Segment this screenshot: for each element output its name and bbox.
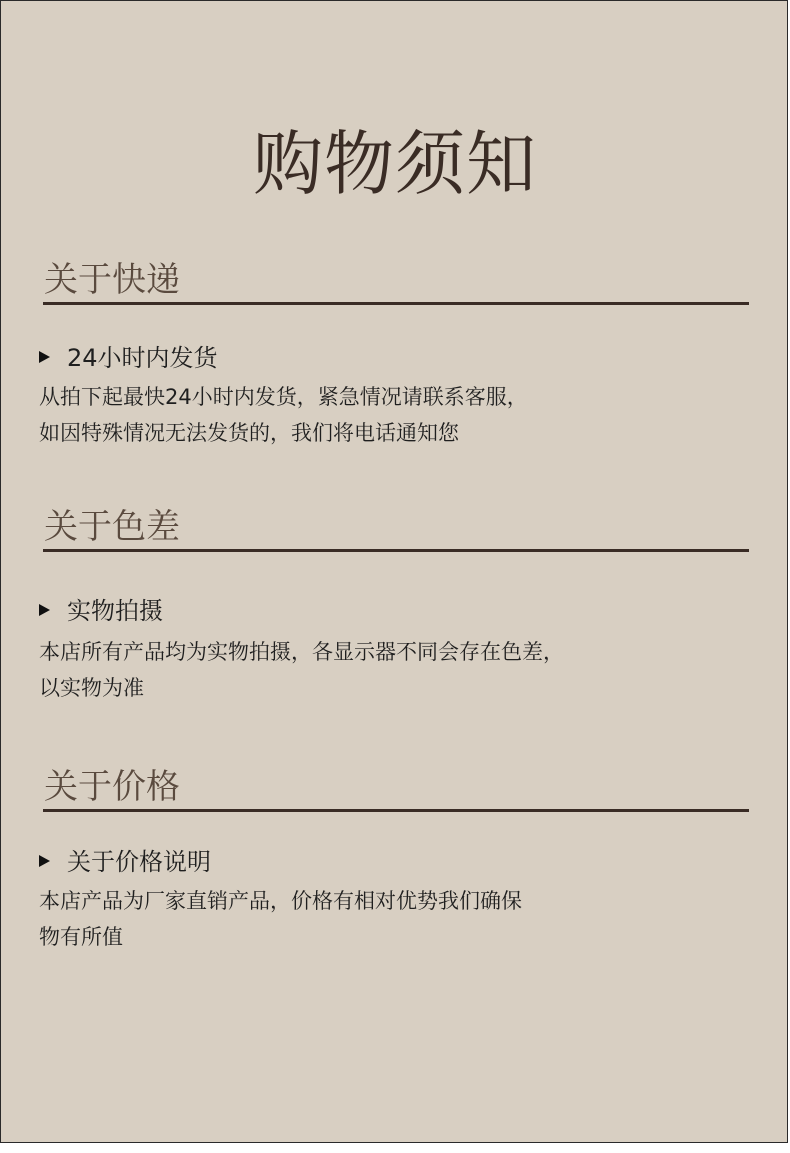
item-body	[39, 883, 679, 955]
item-title-row	[39, 342, 218, 374]
section-divider	[43, 549, 749, 552]
body-line: 物有所值	[39, 925, 123, 949]
body-line: 本店产品为厂家直销产品，价格有相对优势我们确保	[39, 889, 522, 913]
item-title-row	[39, 846, 211, 878]
section-divider	[43, 302, 749, 305]
body-line: 如因特殊情况无法发货的，我们将电话通知您	[39, 421, 459, 445]
item-title: 实物拍摄	[67, 597, 163, 625]
item-title-row	[39, 595, 163, 627]
body-line: 本店所有产品均为实物拍摄，各显示器不同会存在色差，	[39, 640, 564, 664]
bullet-triangle-icon	[39, 604, 50, 616]
section-shipping	[43, 258, 749, 305]
section-color-difference	[43, 505, 749, 552]
item-body	[39, 379, 679, 451]
item-title: 24小时内发货	[67, 344, 218, 372]
bullet-triangle-icon	[39, 351, 50, 363]
section-heading: 关于色差	[44, 507, 180, 547]
section-heading: 关于价格	[44, 767, 180, 807]
body-line: 从拍下起最快24小时内发货，紧急情况请联系客服，	[39, 385, 528, 409]
bullet-triangle-icon	[39, 855, 50, 867]
item-title: 关于价格说明	[67, 848, 211, 876]
page-title: 购物须知	[253, 123, 537, 205]
item-body	[39, 634, 679, 706]
body-line: 以实物为准	[39, 676, 144, 700]
section-divider	[43, 809, 749, 812]
section-price	[43, 765, 749, 812]
section-heading: 关于快递	[44, 260, 180, 300]
